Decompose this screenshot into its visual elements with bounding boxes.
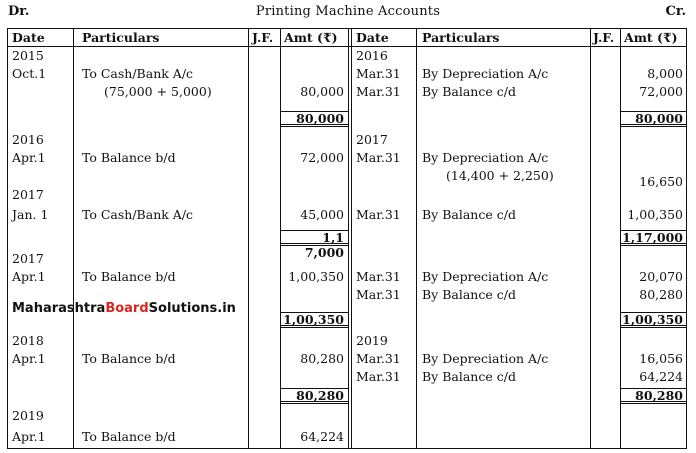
credit-particulars: By Depreciation A/c bbox=[422, 66, 549, 81]
credit-date: Mar.31 bbox=[356, 287, 401, 302]
credit-total: 80,280 bbox=[635, 388, 683, 403]
debit-date: Oct.1 bbox=[12, 66, 47, 81]
credit-total: 1,00,350 bbox=[622, 312, 683, 327]
debit-date: 2017 bbox=[12, 187, 44, 202]
debit-particulars: (75,000 + 5,000) bbox=[104, 84, 212, 99]
col-divider bbox=[590, 29, 591, 448]
debit-date: Jan. 1 bbox=[12, 207, 49, 222]
credit-amount: 20,070 bbox=[639, 269, 683, 284]
debit-date: 2015 bbox=[12, 48, 44, 63]
debit-particulars: To Balance b/d bbox=[82, 429, 176, 444]
credit-date: Mar.31 bbox=[356, 351, 401, 366]
debit-label: Dr. bbox=[8, 4, 30, 19]
debit-total: 1,00,350 bbox=[283, 312, 344, 327]
debit-particulars: To Cash/Bank A/c bbox=[82, 66, 194, 81]
credit-amount: 16,650 bbox=[639, 174, 683, 189]
col-header-jf: J.F. bbox=[593, 30, 615, 45]
credit-date: Mar.31 bbox=[356, 66, 401, 81]
credit-particulars: By Depreciation A/c bbox=[422, 150, 549, 165]
col-header-amt: Amt (₹) bbox=[624, 30, 678, 45]
watermark-part: Board bbox=[105, 301, 149, 316]
center-divider bbox=[348, 29, 352, 448]
credit-amount: 72,000 bbox=[639, 84, 683, 99]
debit-total: 80,280 bbox=[296, 388, 344, 403]
col-divider bbox=[416, 29, 417, 448]
col-header-particulars: Particulars bbox=[422, 30, 500, 45]
credit-date: Mar.31 bbox=[356, 84, 401, 99]
credit-amount: 8,000 bbox=[647, 66, 683, 81]
credit-label: Cr. bbox=[665, 4, 686, 19]
credit-amount: 1,00,350 bbox=[627, 207, 683, 222]
col-divider bbox=[248, 29, 249, 448]
watermark-part: Maharashtra bbox=[12, 301, 106, 316]
debit-date: Apr.1 bbox=[12, 150, 46, 165]
debit-amount: 64,224 bbox=[300, 429, 344, 444]
credit-particulars: By Balance c/d bbox=[422, 207, 516, 222]
account-title: Printing Machine Accounts bbox=[255, 4, 441, 19]
debit-amount: 45,000 bbox=[300, 207, 344, 222]
debit-amount: 72,000 bbox=[300, 150, 344, 165]
debit-date: 2018 bbox=[12, 333, 44, 348]
ledger-table bbox=[7, 28, 687, 449]
credit-date: 2019 bbox=[356, 333, 388, 348]
credit-date: 2017 bbox=[356, 132, 388, 147]
watermark-part: Solutions.in bbox=[148, 301, 236, 316]
debit-total: 1,1 7,000 bbox=[304, 230, 344, 260]
credit-date: Mar.31 bbox=[356, 150, 401, 165]
credit-particulars: By Depreciation A/c bbox=[422, 351, 549, 366]
credit-particulars: By Balance c/d bbox=[422, 84, 516, 99]
credit-amount: 80,280 bbox=[639, 287, 683, 302]
debit-date: Apr.1 bbox=[12, 429, 46, 444]
credit-particulars: By Balance c/d bbox=[422, 369, 516, 384]
watermark bbox=[12, 301, 236, 316]
col-header-particulars: Particulars bbox=[82, 30, 160, 45]
debit-amount: 80,280 bbox=[300, 351, 344, 366]
debit-total: 80,000 bbox=[296, 111, 344, 126]
credit-particulars: (14,400 + 2,250) bbox=[446, 168, 554, 183]
credit-amount: 64,224 bbox=[639, 369, 683, 384]
credit-date: 2016 bbox=[356, 48, 388, 63]
credit-particulars: By Balance c/d bbox=[422, 287, 516, 302]
debit-date: 2019 bbox=[12, 408, 44, 423]
col-divider bbox=[73, 29, 74, 448]
debit-date: Apr.1 bbox=[12, 269, 46, 284]
debit-amount: 1,00,350 bbox=[288, 269, 344, 284]
debit-particulars: To Balance b/d bbox=[82, 351, 176, 366]
debit-particulars: To Balance b/d bbox=[82, 150, 176, 165]
debit-date: 2017 bbox=[12, 251, 44, 266]
col-header-jf: J.F. bbox=[252, 30, 274, 45]
col-header-date: Date bbox=[12, 30, 45, 45]
header-rule bbox=[8, 46, 686, 47]
debit-particulars: To Balance b/d bbox=[82, 269, 176, 284]
debit-date: Apr.1 bbox=[12, 351, 46, 366]
debit-particulars: To Cash/Bank A/c bbox=[82, 207, 194, 222]
credit-total: 1,17,000 bbox=[622, 230, 683, 245]
debit-date: 2016 bbox=[12, 132, 44, 147]
col-header-date: Date bbox=[356, 30, 389, 45]
credit-date: Mar.31 bbox=[356, 207, 401, 222]
credit-date: Mar.31 bbox=[356, 269, 401, 284]
debit-amount: 80,000 bbox=[300, 84, 344, 99]
credit-particulars: By Depreciation A/c bbox=[422, 269, 549, 284]
col-header-amt: Amt (₹) bbox=[284, 30, 338, 45]
credit-amount: 16,056 bbox=[639, 351, 683, 366]
credit-total: 80,000 bbox=[635, 111, 683, 126]
credit-date: Mar.31 bbox=[356, 369, 401, 384]
